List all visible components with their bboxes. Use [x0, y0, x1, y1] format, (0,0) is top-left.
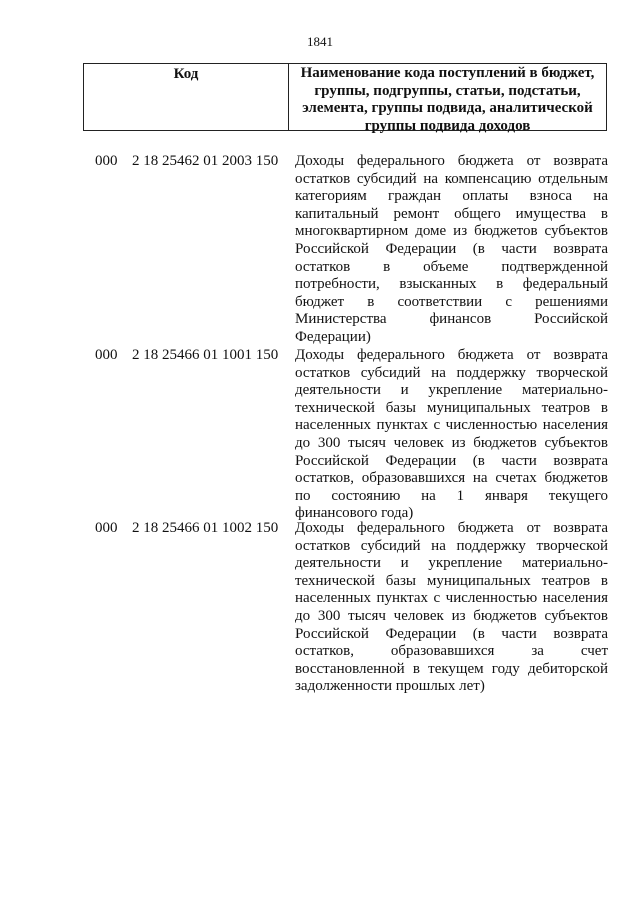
header-code-cell: Код [84, 64, 289, 130]
description-line: остатков, образовавшихся за счет [295, 643, 608, 660]
row-prefix: 000 [95, 153, 118, 169]
description-line: населенных пунктах с численностью населения [295, 590, 608, 607]
header-name-cell: Наименование кода поступлений в бюджет, группы, подгруппы, статьи, подстатьи, элемента, группы подвида, аналитической группы подвида доходов [300, 65, 595, 134]
description-line: остатков субсидий на компенсацию отдельным [295, 170, 608, 187]
row-prefix: 000 [95, 520, 118, 536]
description-line: категориям граждан оплаты взноса на [295, 188, 608, 205]
description-line: остатков в объеме подтвержденной [295, 258, 608, 275]
table-row [95, 153, 610, 347]
description-line: остатков субсидий на поддержку творческой [295, 364, 608, 381]
description-line: остатков субсидий на поддержку творческой [295, 537, 608, 554]
description-line: капитальный ремонт общего имущества в [295, 205, 608, 222]
description-line: потребности, взысканных в федеральный [295, 276, 608, 293]
row-code: 2 18 25462 01 2003 150 [132, 153, 279, 169]
description-line: до 300 тысяч человек из бюджетов субъектов [295, 434, 608, 451]
description-line: задолженности прошлых лет) [295, 678, 485, 695]
row-description [295, 347, 608, 523]
description-line: Российской Федерации (в части возврата [295, 625, 608, 642]
description-line: Российской Федерации (в части возврата [295, 452, 608, 469]
description-line: Федерации) [295, 328, 371, 345]
description-line: бюджет в соответствии с решениями [295, 293, 608, 310]
table-row [95, 520, 610, 696]
description-line: восстановленной в текущем году дебиторской [295, 660, 608, 677]
description-line: технической базы муниципальных театров в [295, 572, 608, 589]
description-line: деятельности и укрепление материально- [295, 555, 608, 572]
description-line: технической базы муниципальных театров в [295, 399, 608, 416]
table-header [83, 63, 607, 134]
description-line: остатков, образовавшихся на счетах бюджетов [295, 470, 608, 487]
description-line: Доходы федерального бюджета от возврата [295, 520, 608, 536]
description-line: по состоянию на 1 января текущего [295, 487, 608, 504]
description-line: многоквартирном доме из бюджетов субъектов [295, 223, 608, 240]
row-description [295, 153, 608, 347]
row-description [295, 520, 608, 696]
description-line: финансового года) [295, 505, 414, 522]
row-prefix: 000 [95, 347, 118, 363]
row-code: 2 18 25466 01 1002 150 [132, 520, 279, 536]
description-line: Министерства финансов Российской [295, 311, 608, 328]
description-line: Российской Федерации (в части возврата [295, 240, 608, 257]
page-number: 1841 [307, 34, 333, 49]
description-line: Доходы федерального бюджета от возврата [295, 153, 608, 169]
description-line: до 300 тысяч человек из бюджетов субъектов [295, 607, 608, 624]
description-line: деятельности и укрепление материально- [295, 382, 608, 399]
table-row [95, 347, 610, 523]
description-line: Доходы федерального бюджета от возврата [295, 347, 608, 363]
description-line: населенных пунктах с численностью населения [295, 417, 608, 434]
row-code: 2 18 25466 01 1001 150 [132, 347, 279, 363]
